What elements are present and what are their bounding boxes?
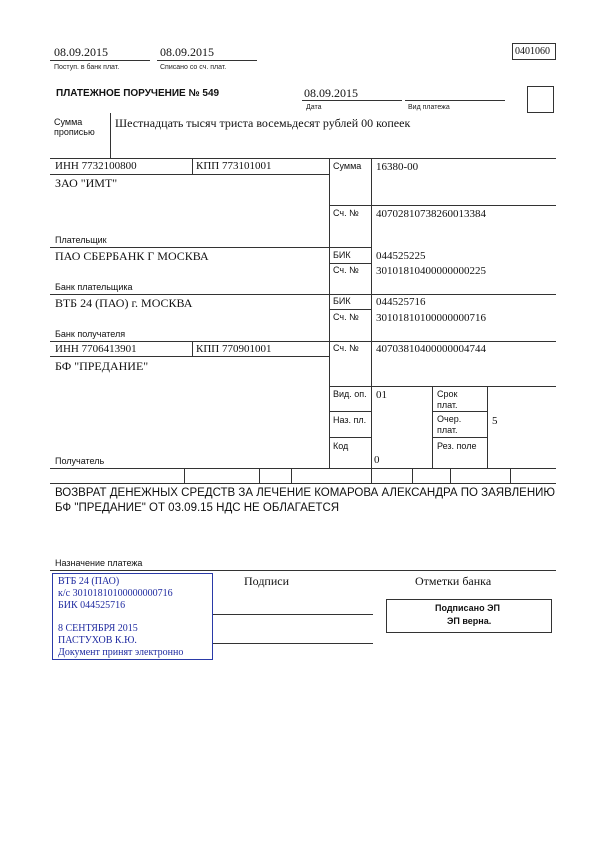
grid-line xyxy=(432,386,433,468)
grid-line xyxy=(487,386,488,468)
grid-line xyxy=(329,386,556,387)
grid-line xyxy=(450,468,451,483)
payee-bank-name: ВТБ 24 (ПАО) г. МОСКВА xyxy=(55,296,193,310)
payer-bank-label: Банк плательщика xyxy=(55,282,133,292)
grid-line xyxy=(50,341,556,342)
order-label-1: Очер. xyxy=(437,414,462,424)
grid-line xyxy=(510,468,511,483)
term-label-1: Срок xyxy=(437,389,458,399)
document-date-line xyxy=(302,100,402,101)
purpose-line-1: ВОЗВРАТ ДЕНЕЖНЫХ СРЕДСТВ ЗА ЛЕЧЕНИЕ КОМАРОВА АЛЕКСАНДРА ПО ЗАЯВЛЕНИЮ xyxy=(55,487,556,499)
purpose-code-label: Наз. пл. xyxy=(333,415,367,425)
payee-bank-bik: 044525716 xyxy=(376,296,426,308)
payee-bank-bik-label: БИК xyxy=(333,296,351,306)
grid-line xyxy=(291,468,292,483)
document-date: 08.09.2015 xyxy=(304,86,358,100)
grid-line xyxy=(329,437,371,438)
grid-line xyxy=(432,437,487,438)
grid-line xyxy=(50,483,556,484)
grid-line xyxy=(50,174,330,175)
grid-line xyxy=(184,468,185,483)
operation-type-label: Вид. оп. xyxy=(333,389,367,399)
payee-kpp: КПП 770901001 xyxy=(196,343,272,355)
payee-label: Получатель xyxy=(55,456,105,466)
code-value: 0 xyxy=(374,454,380,466)
document-title: ПЛАТЕЖНОЕ ПОРУЧЕНИЕ № 549 xyxy=(56,88,220,99)
payee-account-label: Сч. № xyxy=(333,343,359,353)
signature-line-1 xyxy=(213,614,373,615)
grid-line xyxy=(329,205,556,206)
payee-name: БФ "ПРЕДАНИЕ" xyxy=(55,359,149,373)
stamp-line-3: БИК 044525716 xyxy=(58,600,126,611)
bank-marks-signed: Подписано ЭП xyxy=(435,603,500,613)
purpose-line-2: БФ "ПРЕДАНИЕ" ОТ 03.09.15 НДС НЕ ОБЛАГАЕТСЯ xyxy=(55,502,340,514)
payer-bank-bik-label: БИК xyxy=(333,250,351,260)
grid-line xyxy=(259,468,260,483)
operation-type-value: 01 xyxy=(376,389,387,401)
payer-sum: 16380-00 xyxy=(376,161,419,173)
payer-kpp: КПП 773101001 xyxy=(196,160,272,172)
debited-date: 08.09.2015 xyxy=(160,45,214,59)
grid-line xyxy=(192,341,193,356)
payment-type-label: Вид платежа xyxy=(408,104,450,111)
grid-line xyxy=(412,468,413,483)
received-label: Поступ. в банк плат. xyxy=(54,64,120,71)
amount-words-divider xyxy=(110,113,111,158)
payer-name: ЗАО "ИМТ" xyxy=(55,176,118,190)
stamp-line-6: Документ принят электронно xyxy=(58,647,184,658)
payer-bank-bik: 044525225 xyxy=(376,250,426,262)
payer-bank-account-label: Сч. № xyxy=(333,265,359,275)
payer-inn: ИНН 7732100800 xyxy=(55,160,137,172)
amount-words-label-1: Сумма xyxy=(54,117,83,127)
grid-line xyxy=(371,468,372,483)
signature-line-2 xyxy=(213,643,373,644)
grid-line xyxy=(329,309,371,310)
grid-line xyxy=(329,263,371,264)
grid-line xyxy=(192,158,193,174)
payee-bank-account-label: Сч. № xyxy=(333,312,359,322)
term-label-2: плат. xyxy=(437,400,458,410)
document-date-label: Дата xyxy=(306,104,322,111)
payee-inn: ИНН 7706413901 xyxy=(55,343,137,355)
received-date-line xyxy=(50,60,150,61)
purpose-bottom-line xyxy=(50,570,556,571)
payer-sum-label: Сумма xyxy=(333,161,362,171)
grid-line xyxy=(50,356,330,357)
debited-date-line xyxy=(157,60,257,61)
form-code: 0401060 xyxy=(515,46,550,57)
payee-bank-label: Банк получателя xyxy=(55,329,126,339)
grid-line xyxy=(50,247,371,248)
payee-account: 40703810400000004744 xyxy=(376,343,486,355)
payment-type-line xyxy=(405,100,505,101)
debited-label: Списано со сч. плат. xyxy=(160,64,227,71)
stamp-line-4: 8 СЕНТЯБРЯ 2015 xyxy=(58,623,138,634)
grid-line xyxy=(432,411,487,412)
stamp-line-1: ВТБ 24 (ПАО) xyxy=(58,576,120,587)
payer-account-label: Сч. № xyxy=(333,208,359,218)
order-label-2: плат. xyxy=(437,425,458,435)
payer-account: 40702810738260013384 xyxy=(376,208,486,220)
purpose-label: Назначение платежа xyxy=(55,558,143,568)
payer-bank-account: 30101810400000000225 xyxy=(376,265,486,277)
stamp-line-2: к/с 30101810100000000716 xyxy=(58,588,173,599)
bank-marks-verified: ЭП верна. xyxy=(447,616,492,626)
grid-line xyxy=(329,411,371,412)
received-date: 08.09.2015 xyxy=(54,45,108,59)
status-box xyxy=(527,86,554,113)
payer-bank-name: ПАО СБЕРБАНК Г МОСКВА xyxy=(55,249,209,263)
bank-stamp xyxy=(52,573,213,660)
amount-words-label-2: прописью xyxy=(54,127,95,137)
payee-bank-account: 30101810100000000716 xyxy=(376,312,486,324)
stamp-line-5: ПАСТУХОВ К.Ю. xyxy=(58,635,137,646)
amount-words-value: Шестнадцать тысяч триста восемьдесят рублей 00 копеек xyxy=(115,116,411,130)
grid-line xyxy=(50,468,556,469)
signatures-label: Подписи xyxy=(244,574,290,588)
bank-marks-label: Отметки банка xyxy=(415,574,492,588)
code-label: Код xyxy=(333,441,349,451)
payer-label: Плательщик xyxy=(55,235,107,245)
grid-line xyxy=(50,158,556,159)
grid-line xyxy=(50,294,556,295)
order-value: 5 xyxy=(492,415,498,427)
reserve-label: Рез. поле xyxy=(437,441,477,451)
